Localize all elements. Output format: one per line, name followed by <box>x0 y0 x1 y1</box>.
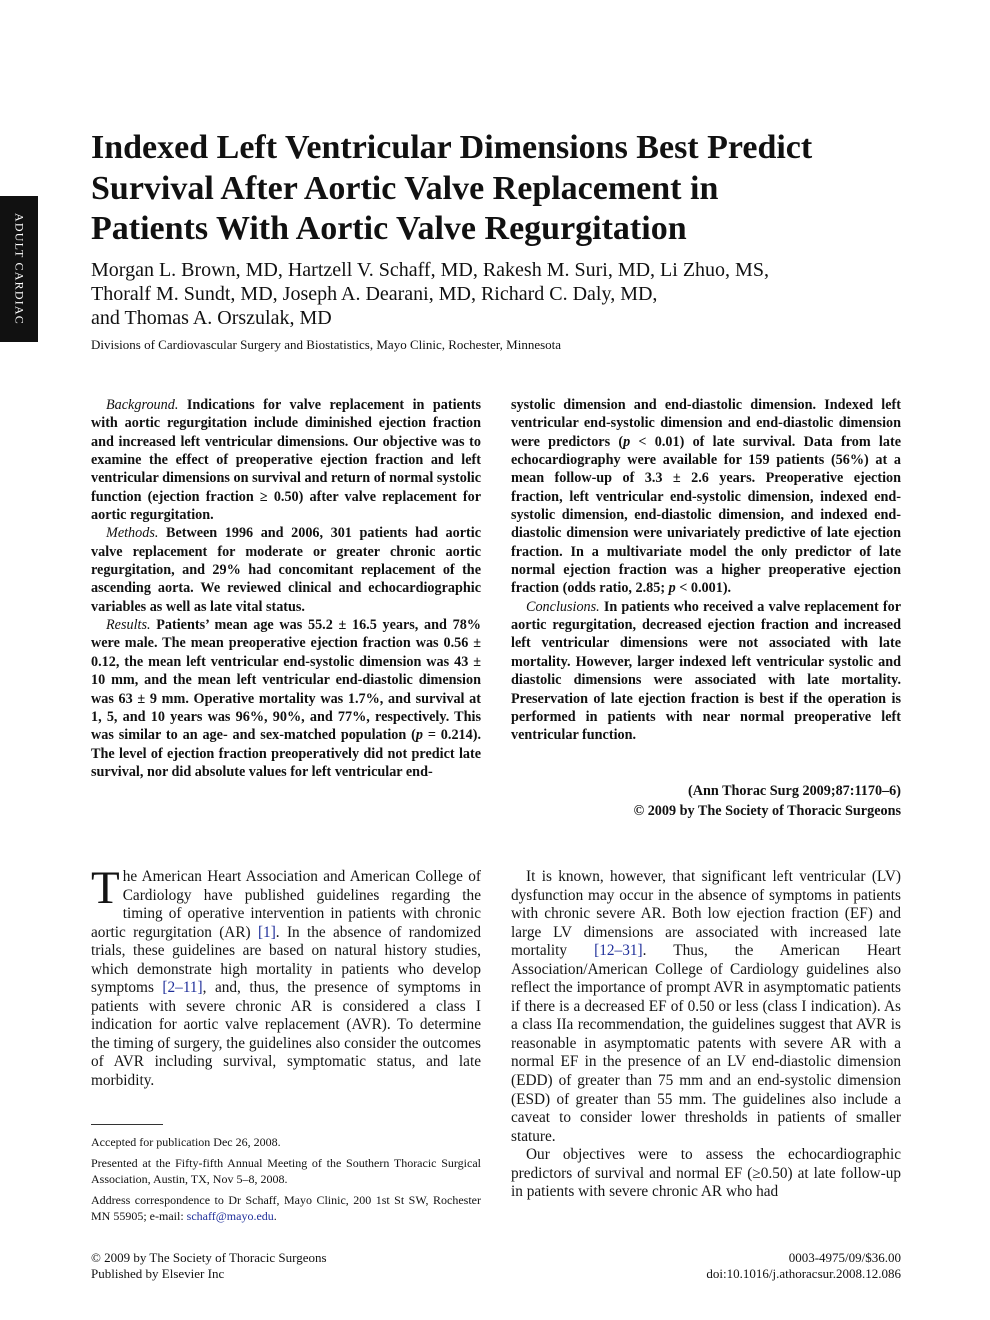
footnote-address <box>91 1192 481 1224</box>
p-value-symbol: p <box>415 727 423 744</box>
journal-citation <box>511 781 901 821</box>
footnotes <box>91 1134 481 1229</box>
issn-line: 0003-4975/09/$36.00 <box>788 1250 901 1265</box>
section-tab <box>0 196 38 342</box>
abstract-text: Patients’ mean age was 55.2 ± 16.5 years, and 78% were male. The mean preoperative ejection fraction was 0.56 ± 0.12, the mean left ventricular end-systolic dimension was 43 ± 10 mm, and the mean left ventricular end-diastolic dimension was 63 ± 9 mm. Operative mortality was 1.7%, and survival at 1, 5, and 10 years was 96%, 90%, and 77%, respectively. This was similar to an age- and sex-matched population ( <box>91 617 481 744</box>
title-line: Survival After Aortic Valve Replacement in <box>91 169 719 207</box>
abstract-text: systolic dimension and end-diastolic dimension. Indexed left ventricular end-systolic dimension and end-diastolic dimension were predictors ( <box>511 397 901 450</box>
author-line: and Thomas A. Orszulak, MD <box>91 307 332 329</box>
body-text: he American Heart Association and American College of Cardiology have published guidelines regarding the timing of operative intervention in patients with chronic aortic regurgitation (AR) <box>91 868 481 941</box>
section-tab-label: ADULT CARDIAC <box>12 213 27 325</box>
body-paragraph <box>91 862 481 1091</box>
article-title <box>91 128 911 250</box>
copyright-line: © 2009 by The Society of Thoracic Surgeons <box>91 1250 327 1265</box>
abstract-results <box>91 616 481 781</box>
p-value-symbol: p <box>623 433 631 450</box>
abstract-heading: Background. <box>106 397 179 413</box>
body-text: , and, thus, the presence of symptoms in patients with severe chronic AR is considered a class I indication for aortic valve replacement (AVR). To determine the timing of surgery, the guidelines also consider the outcomes of AVR including survival, symptomatic status, and late morbidity. <box>91 979 481 1090</box>
body-paragraph: Our objectives were to assess the echocardiographic predictors of survival and normal EF (≥0.50) at late follow-up in patients with severe chronic AR who had <box>511 1146 901 1201</box>
abstract-text: < 0.001). <box>675 580 732 597</box>
drop-cap: T <box>91 862 120 914</box>
body-text: . In the absence of randomized trials, these guidelines are based on natural history studies, which demonstrate high mortality in patients who develop symptoms <box>91 923 481 997</box>
abstract-text: = 0.214). The level of ejection fraction preoperatively did not predict late survival, nor did absolute values for left ventricular end- <box>91 727 481 780</box>
author-line: Morgan L. Brown, MD, Hartzell V. Schaff, MD, Rakesh M. Suri, MD, Li Zhuo, MS, <box>91 259 769 281</box>
body-left-column <box>91 862 481 1091</box>
footnote-divider <box>91 1124 163 1125</box>
abstract-heading: Conclusions. <box>526 598 600 615</box>
author-line: Thoralf M. Sundt, MD, Joseph A. Dearani, MD, Richard C. Daly, MD, <box>91 283 658 305</box>
email-link[interactable]: schaff@mayo.edu <box>186 1209 274 1223</box>
footer-left <box>91 1250 327 1281</box>
title-line: Indexed Left Ventricular Dimensions Best Predict <box>91 129 813 166</box>
body-paragraph <box>511 868 901 1146</box>
abstract-heading: Results. <box>106 617 151 634</box>
body-right-column <box>511 868 901 1202</box>
doi-line: doi:10.1016/j.athoracsur.2008.12.086 <box>706 1265 901 1281</box>
abstract-conclusions <box>511 598 901 745</box>
abstract-background <box>91 396 481 524</box>
abstract-heading: Methods. <box>106 525 159 542</box>
footer-right <box>560 1250 901 1281</box>
p-value-symbol: p <box>668 580 676 597</box>
reference-link[interactable]: [1] <box>257 923 276 941</box>
citation-line: (Ann Thorac Surg 2009;87:1170–6) <box>688 783 901 799</box>
author-list <box>91 258 911 330</box>
abstract-left-column <box>91 396 481 781</box>
affiliation: Divisions of Cardiovascular Surgery and Biostatistics, Mayo Clinic, Rochester, Minnesota <box>91 337 562 352</box>
reference-link[interactable]: [12–31] <box>594 942 643 960</box>
abstract-text: Between 1996 and 2006, 301 patients had aortic valve replacement for moderate or greater chronic aortic regurgitation, and 29% had concomitant replacement of the ascending aorta. We reviewed clinical and echocardiographic variables as well as late vital status. <box>91 525 481 615</box>
abstract-methods <box>91 524 481 616</box>
abstract-right-column <box>511 396 901 745</box>
citation-line: © 2009 by The Society of Thoracic Surgeons <box>633 803 901 819</box>
address-end: . <box>273 1209 277 1223</box>
abstract-text: Indications for valve replacement in patients with aortic regurgitation include diminished ejection fraction and increased left ventricular dimensions. Our objective was to examine the effect of preoperative ejection fraction and left ventricular dimensions on survival and return of normal systolic function (ejection fraction ≥ 0.50) after valve replacement for aortic regurgitation. <box>91 397 481 524</box>
title-line: Patients With Aortic Valve Regurgitation <box>91 210 687 247</box>
footnote-accepted: Accepted for publication Dec 26, 2008. <box>91 1135 281 1149</box>
body-text: It is known, however, that significant left ventricular (LV) dysfunction may occur in the absence of symptoms in patients with chronic severe AR. Both low ejection fraction (EF) and large LV dimensions are associated with increased late mortality <box>511 868 901 960</box>
abstract-text: In patients who received a valve replacement for aortic regurgitation, decreased ejection fraction and increased left ventricular dimensions were not associated with late mortality. However, larger indexed left ventricular systolic and diastolic dimensions were associated with late mortality. Preservation of late ejection fraction is best if the operation is performed in patients with near normal preoperative left ventricular function. <box>511 598 901 744</box>
footnote-presented: Presented at the Fifty-fifth Annual Meeting of the Southern Thoracic Surgical Association, Austin, TX, Nov 5–8, 2008. <box>91 1156 481 1186</box>
body-text: . Thus, the American Heart Association/American College of Cardiology guidelines also reflect the importance of prompt AVR in asymptomatic patients if there is a decreased EF of 0.50 or less (class I indication). As a class IIa recommendation, the guidelines suggest that AVR is reasonable in asymptomatic patents with severe AR with a normal EF in the presence of an LV end-diastolic dimension (EDD) of greater than 75 mm and an end-systolic dimension (ESD) of greater than 55 mm. The guidelines also include a caveat to consider lower thresholds in patients of smaller stature. <box>511 942 901 1145</box>
publisher-line: Published by Elsevier Inc <box>91 1265 225 1281</box>
address-text: Address correspondence to Dr Schaff, Mayo Clinic, 200 1st St SW, Rochester MN 55905; e-mail: <box>91 1193 481 1223</box>
reference-link[interactable]: [2–11] <box>162 979 203 997</box>
abstract-results-continued <box>511 396 901 598</box>
abstract-text: < 0.01) of late survival. Data from late echocardiography were available for 159 patients (56%) at a mean follow-up of 3.3 ± 2.6 years. Preoperative ejection fraction, left ventricular end-systolic dimension, indexed end-systolic dimension, end-diastolic dimension, and indexed end-diastolic dimension were univariately predictive of late ejection fraction. In a multivariate model the only predictor of late normal ejection fraction was a higher preoperative ejection fraction (odds ratio, 2.85; <box>511 433 901 597</box>
